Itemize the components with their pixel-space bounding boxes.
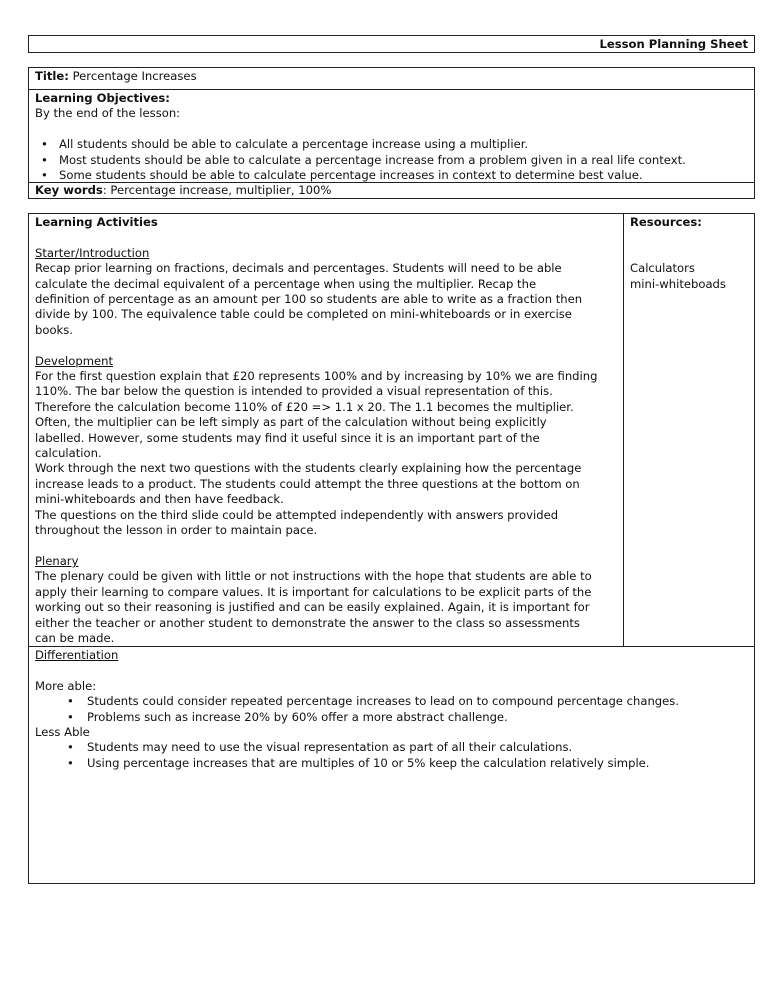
- header-box: [28, 35, 755, 53]
- resource-item: mini-whiteboads: [630, 276, 726, 291]
- less-able-item: • Students may need to use the visual representation as part of all their calculations.: [35, 740, 748, 755]
- activities-cell: [35, 215, 617, 646]
- objective-item: • Some students should be able to calculate percentage increases in context to determine best value.: [35, 168, 748, 183]
- development-line: mini-whiteboards and then have feedback.: [35, 492, 284, 507]
- starter-line: calculate the decimal equivalent of a percentage when using the multiplier. Recap the: [35, 276, 537, 291]
- divider: [29, 646, 754, 647]
- keywords-value: : Percentage increase, multiplier, 100%: [102, 183, 332, 197]
- page-title: Lesson Planning Sheet: [599, 37, 748, 51]
- resource-item: Calculators: [630, 261, 695, 276]
- objectives-heading: Learning Objectives:: [35, 91, 170, 105]
- plenary-line: The plenary could be given with little or not instructions with the hope that students are able to: [35, 569, 592, 584]
- starter-line: Recap prior learning on fractions, decimals and percentages. Students will need to be able: [35, 261, 562, 276]
- spacer: [630, 246, 750, 261]
- spacer: [35, 338, 617, 353]
- spacer: [35, 663, 748, 678]
- objective-item: • All students should be able to calculate a percentage increase using a multiplier.: [35, 137, 748, 152]
- development-line: The questions on the third slide could be attempted independently with answers provided: [35, 507, 559, 522]
- resources-cell: [630, 215, 750, 292]
- plenary-line: apply their learning to compare values. It is important for calculations to be explicit parts of the: [35, 584, 592, 599]
- more-able-item: • Students could consider repeated percentage increases to lead on to compound percentage changes.: [35, 694, 748, 709]
- activities-heading: Learning Activities: [35, 215, 158, 229]
- starter-heading: Starter/Introduction: [35, 245, 150, 260]
- plenary-heading: Plenary: [35, 553, 79, 568]
- less-able-item: • Using percentage increases that are multiples of 10 or 5% keep the calculation relatively simple.: [35, 756, 748, 771]
- title-label: Title:: [35, 69, 69, 83]
- development-line: Work through the next two questions with the students clearly explaining how the percentage: [35, 461, 582, 476]
- differentiation-heading: Differentiation: [35, 648, 119, 662]
- development-line: increase leads to a product. The students could attempt the three questions at the bottom on: [35, 476, 580, 491]
- starter-line: definition of percentage as an amount per 100 so students are able to write as a fraction then: [35, 292, 583, 307]
- activities-table: [28, 213, 755, 884]
- plenary-line: working out so their reasoning is justified and can be easily explained. Again, it is important for: [35, 600, 590, 615]
- divider: [29, 89, 754, 90]
- development-line: throughout the lesson in order to maintain pace.: [35, 523, 318, 538]
- spacer: [35, 230, 617, 245]
- resources-heading: Resources:: [630, 215, 702, 229]
- objective-item: • Most students should be able to calculate a percentage increase from a problem given in a real life context.: [35, 153, 748, 168]
- less-able-label: Less Able: [35, 725, 90, 740]
- differentiation-cell: [35, 648, 748, 771]
- plenary-line: can be made.: [35, 630, 115, 645]
- development-line: Often, the multiplier can be left simply as part of the calculation without being explicitly: [35, 415, 547, 430]
- development-line: labelled. However, some students may find it useful since it is an important part of the: [35, 430, 540, 445]
- more-able-label: More able:: [35, 678, 97, 693]
- development-line: For the first question explain that £20 represents 100% and by increasing by 10% we are finding: [35, 369, 598, 384]
- starter-line: divide by 100. The equivalence table could be completed on mini-whiteboards or in exercise: [35, 307, 572, 322]
- development-line: calculation.: [35, 446, 102, 461]
- column-divider: [623, 214, 624, 646]
- keywords-row: [35, 183, 331, 198]
- title-row: [35, 69, 197, 84]
- objectives-intro: By the end of the lesson:: [35, 106, 181, 121]
- spacer: [630, 230, 750, 245]
- starter-line: books.: [35, 322, 73, 337]
- development-line: Therefore the calculation become 110% of £20 => 1.1 x 20. The 1.1 becomes the multiplier.: [35, 399, 574, 414]
- spacer: [35, 122, 748, 137]
- development-line: 110%. The bar below the question is intended to provided a visual representation of this.: [35, 384, 553, 399]
- spacer: [35, 539, 617, 554]
- lesson-info-table: [28, 67, 755, 199]
- title-value: Percentage Increases: [72, 69, 197, 83]
- more-able-item: • Problems such as increase 20% by 60% offer a more abstract challenge.: [35, 710, 748, 725]
- keywords-label: Key words: [35, 183, 103, 197]
- objectives-section: [35, 91, 748, 183]
- plenary-line: either the teacher or another student to demonstrate the answer to the class so assessments: [35, 615, 580, 630]
- development-heading: Development: [35, 353, 114, 368]
